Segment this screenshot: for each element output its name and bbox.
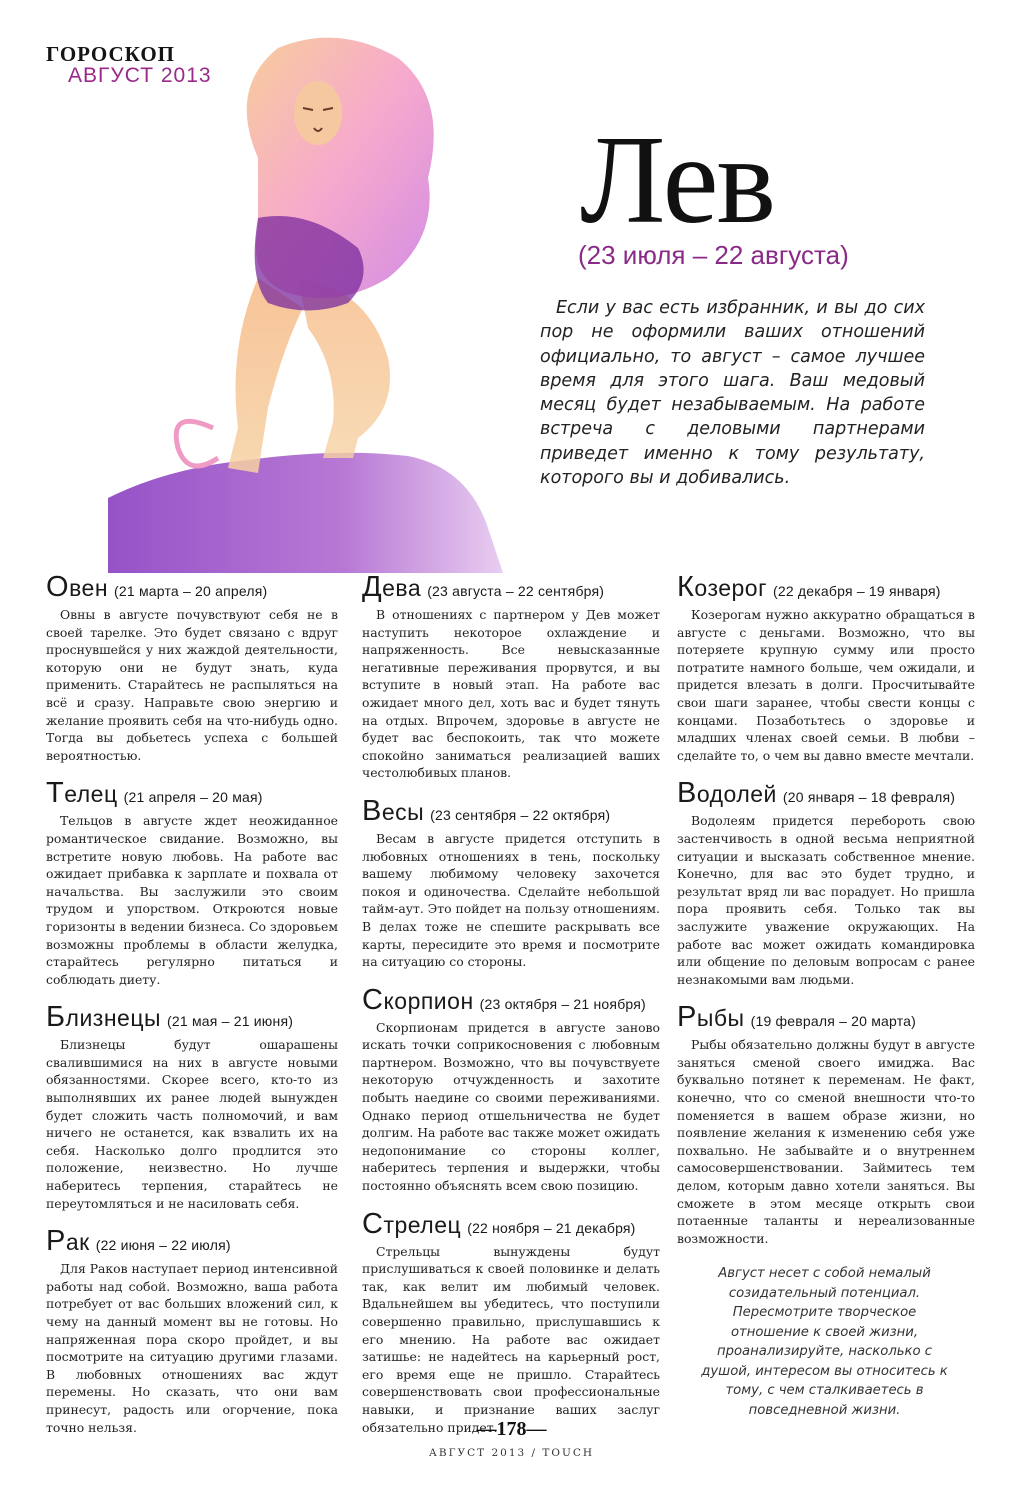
rubric-title: ГОРОСКОП bbox=[46, 42, 176, 66]
sign-taurus bbox=[46, 778, 338, 988]
sign-heading: Водолей (20 января – 18 февраля) bbox=[677, 777, 956, 810]
sign-text: Близнецы будут ошарашены свалившимися на них в августе новыми обязанностями. Скорее всего, кто-то из выполнявших их ранее людей вынужден будет сложить часть полномочий, и вам ничего не останется, как взвалить их на себя. Насколько долго продлится это положение, неизвестно. Но лучше наберитесь терпения, старайтесь не переутомляться и не насиловать себя. bbox=[46, 1037, 338, 1211]
sign-heading: Рак (22 июня – 22 июля) bbox=[46, 1225, 231, 1258]
column-1 bbox=[46, 572, 338, 1450]
sign-text: Для Раков наступает период интенсивной работы над собой. Возможно, ваша работа потребует от вас больших вложений сил, к чему на данный момент вы не готовы. Но напряженная пора скоро пройдет, и вы посмотрите на ситуацию другими глазами. В любовных отношениях вас ждут перемены. Но сказать, что они вам принесут, радость или огорчение, пока точно нельзя. bbox=[46, 1261, 338, 1435]
sign-cancer bbox=[46, 1226, 338, 1436]
sign-heading: Весы (23 сентября – 22 октября) bbox=[362, 794, 611, 827]
column-2 bbox=[362, 572, 660, 1450]
issue-date: АВГУСТ 2013 bbox=[68, 64, 212, 87]
sign-libra bbox=[362, 796, 660, 971]
sign-text: В отношениях с партнером у Дев может наступить некоторое охлаждение и напряженность. Все невысказанные негативные переживания прорвутся, и вы вступите в новый этап. На работе вас ожидает много дел, хоть вас и будет тянуть на отдых. Впрочем, здоровье в августе не будет вас беспокоить, так что можете спокойно заниматься реализацией ваших честолюбивых планов. bbox=[362, 607, 660, 781]
sign-capricorn bbox=[677, 572, 975, 764]
sign-sagittarius bbox=[362, 1209, 660, 1437]
sign-heading: Рыбы (19 февраля – 20 марта) bbox=[677, 1001, 917, 1034]
outro-text: Август несет с собой немалый созидательный потенциал. Пересмотрите творческое отношение к своей жизни, проанализируйте, насколько с душой, интересом вы относитесь к тому, с чем сталкиваетесь в повседневной жизни. bbox=[701, 1266, 948, 1418]
sign-text: Рыбы обязательно должны будут в августе заняться сменой своего имиджа. Вас буквально потянет к переменам. Не факт, конечно, что со сменой внешности что-то поменяется в вашем образе жизни, но появление желания к изменению себя уже похвально. Не забывайте и о внутреннем самосовершенствовании. Займитесь тем делом, которым давно хотели заняться. Вы сможете в этом месяце открыть свои потаенные таланты и нереализованные возможности. bbox=[677, 1037, 975, 1246]
sign-aquarius bbox=[677, 778, 975, 988]
sign-heading: Скорпион (23 октября – 21 ноября) bbox=[362, 983, 646, 1016]
page-number: —178— bbox=[476, 1418, 547, 1440]
sign-text: Водолеям придется перебороть свою застенчивость в одной весьма неприятной ситуации и высказать собственное мнение. Конечно, для вас это будет трудно, и результат вряд ли вас порадует. Но пришла пора проявить себя. Только так вы заслужите уважение окружающих. На работе вас может ожидать командировка или общение по деловым вопросам с ранее незнакомыми вам людьми. bbox=[677, 813, 975, 987]
sign-heading: Стрелец (22 ноября – 21 декабря) bbox=[362, 1207, 636, 1240]
sign-scorpio bbox=[362, 985, 660, 1195]
sign-text: Козерогам нужно аккуратно обращаться в августе с деньгами. Возможно, что вы потеряете крупную сумму или просто потратите намного больше, чем ожидали, и придется влезать в долги. Просчитывайте свои шаги заранее, чтобы свести концы с концами. Позаботьтесь о здоровье и младших членах своей семьи. В любви – сделайте то, о чем вы давно вместе мечтали. bbox=[677, 607, 975, 763]
sign-heading: Овен (21 марта – 20 апреля) bbox=[46, 571, 268, 603]
sign-heading: Телец (21 апреля – 20 мая) bbox=[46, 777, 263, 810]
sign-heading: Близнецы (21 мая – 21 июня) bbox=[46, 1001, 294, 1034]
sign-heading: Козерог (22 декабря – 19 января) bbox=[677, 571, 941, 603]
sign-text: Тельцов в августе ждет неожиданное романтическое свидание. Возможно, вы встретите новую любовь. На работе вас ожидает прибавка к зарплате и похвала от начальства. Вы заслужили это своим трудом и упорством. Откроются новые горизонты в ведении бизнеса. Со здоровьем возможны проблемы в области желудка, старайтесь регулярно питаться и соблюдать диету. bbox=[46, 813, 338, 987]
intro-text: Если у вас есть избранник, и вы до сих пор не оформили ваших отношений официально, то август – самое лучшее время для этого шага. Ваш медовый месяц будет незабываемым. На работе встреча с деловыми партнерами приведет именно к тому результату, которого вы и добивались. bbox=[540, 298, 925, 489]
sign-gemini bbox=[46, 1002, 338, 1212]
sign-dates: (23 июля – 22 августа) bbox=[578, 240, 849, 270]
sign-text: Стрельцы вынуждены будут прислушиваться к своей половинке и делать так, как велит им любимый человек. Вдальнейшем вы убедитесь, что поступили совершенно правильно, прислушавшись к его мнению. На работе вас ожидает затишье: не надейтесь на карьерный рост, его время еще не пришло. Старайтесь совершенствовать свои профессиональные навыки, и признание ваших заслуг обязательно придет. bbox=[362, 1243, 660, 1435]
sign-heading: Дева (23 августа – 22 сентября) bbox=[362, 571, 605, 603]
column-3 bbox=[677, 572, 975, 1261]
sign-title: Лев bbox=[580, 111, 775, 250]
footer-line: АВГУСТ 2013 / TOUCH bbox=[428, 1447, 595, 1459]
sign-pisces bbox=[677, 1002, 975, 1247]
sign-text: Овны в августе почувствуют себя не в своей тарелке. Это будет связано с вдруг проснувшейся у них жаждой деятельности, которую они не будут знать, куда применить. Старайтесь не распыляться на всё и сразу. Направьте свою энергию и желание проявить себя на что-нибудь одно. Тогда вы добьетесь успеха с большей вероятностью. bbox=[46, 607, 338, 763]
lion-illustration bbox=[108, 28, 528, 573]
sign-text: Весам в августе придется отступить в любовных отношениях в тень, поскольку вашему любимому человеку захочется покоя и одиночества. Сделайте небольшой тайм-аут. Это пойдет на пользу отношениям. В делах тоже не спешите раскрывать все карты, пересидите это время и посмотрите на ситуацию со стороны. bbox=[362, 830, 660, 970]
sign-aries bbox=[46, 572, 338, 764]
sign-virgo bbox=[362, 572, 660, 782]
sign-text: Скорпионам придется в августе заново искать точки соприкосновения с любовным партнером. Возможно, что вы почувствуете некоторую отчужденность и захотите побыть наедине со своими переживаниями. Однако период отшельничества не будет долгим. На работе вас также может ожидать недопонимание со стороны коллег, наберитесь терпения и выдержки, чтобы постоянно объяснять всем свою позицию. bbox=[362, 1019, 660, 1194]
